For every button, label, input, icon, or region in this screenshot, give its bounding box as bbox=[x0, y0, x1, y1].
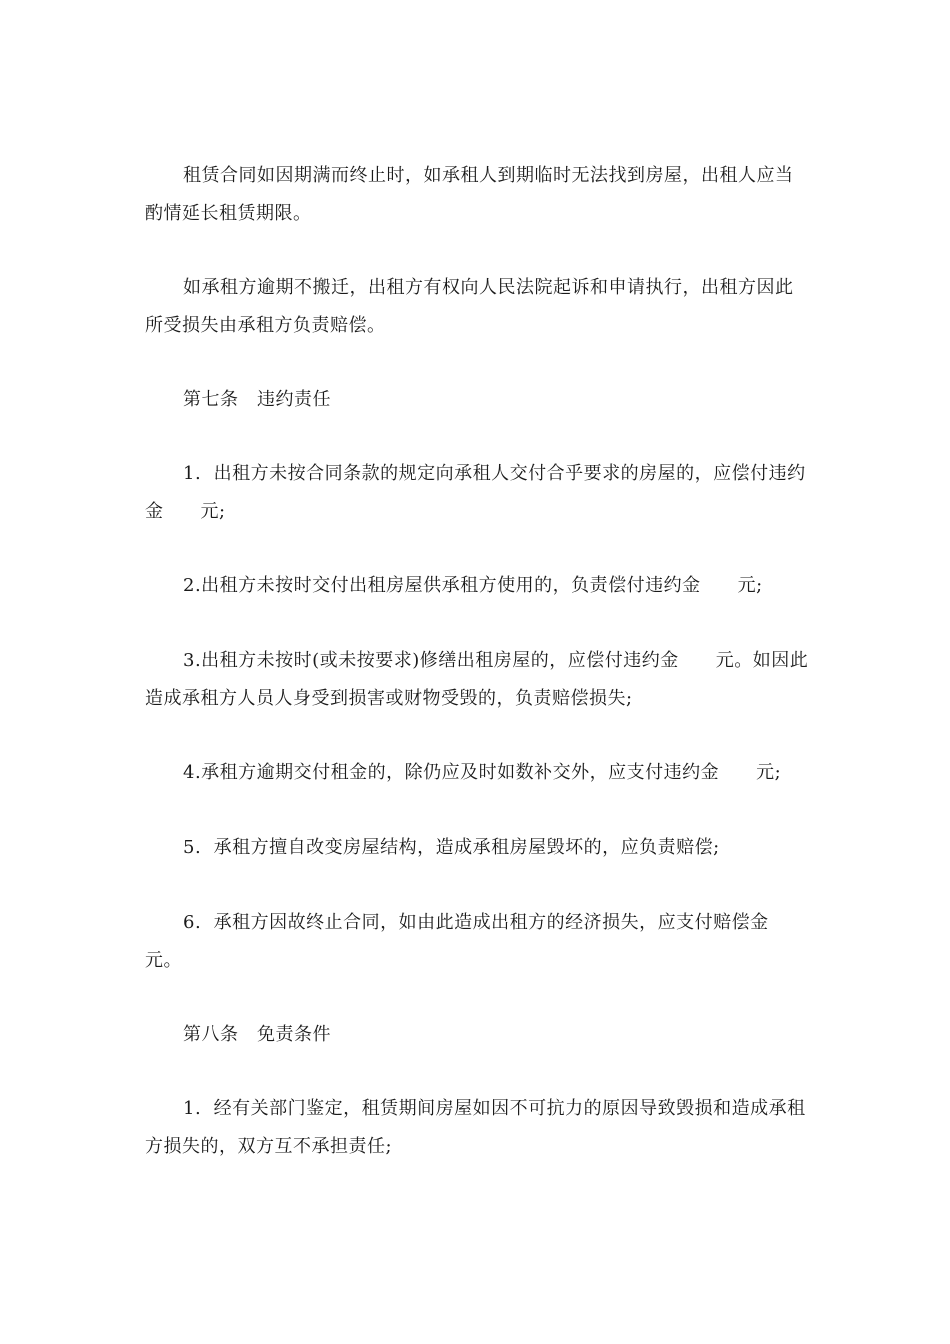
paragraph-lease-expiry: 租赁合同如因期满而终止时，如承租人到期临时无法找到房屋，出租人应当酌情延长租赁期限。 bbox=[145, 165, 794, 224]
paragraph-overdue-relocation: 如承租方逾期不搬迁，出租方有权向人民法院起诉和申请执行，出租方因此所受损失由承租方负责赔偿。 bbox=[145, 277, 794, 336]
clause-7-1: 1. 出租方未按合同条款的规定向承租人交付合乎要求的房屋的，应偿付违约金 元; bbox=[145, 463, 806, 522]
section-heading-article-8: 第八条 免责条件 bbox=[183, 1024, 331, 1045]
clause-7-6: 6. 承租方因故终止合同，如由此造成出租方的经济损失，应支付赔偿金 元。 bbox=[145, 912, 806, 971]
clause-8-1: 1. 经有关部门鉴定，租赁期间房屋如因不可抗力的原因导致毁损和造成承租方损失的，双方互不承担责任; bbox=[145, 1098, 806, 1157]
clause-7-2: 2.出租方未按时交付出租房屋供承租方使用的，负责偿付违约金 元; bbox=[183, 575, 763, 596]
clause-7-4: 4.承租方逾期交付租金的，除仍应及时如数补交外，应支付违约金 元; bbox=[183, 762, 782, 783]
clause-7-3: 3.出租方未按时(或未按要求)修缮出租房屋的，应偿付违约金 元。如因此造成承租方人员人身受到损害或财物受毁的，负责赔偿损失; bbox=[145, 650, 809, 709]
clause-7-5: 5. 承租方擅自改变房屋结构，造成承租房屋毁坏的，应负责赔偿; bbox=[183, 837, 720, 858]
section-heading-article-7: 第七条 违约责任 bbox=[183, 389, 331, 410]
